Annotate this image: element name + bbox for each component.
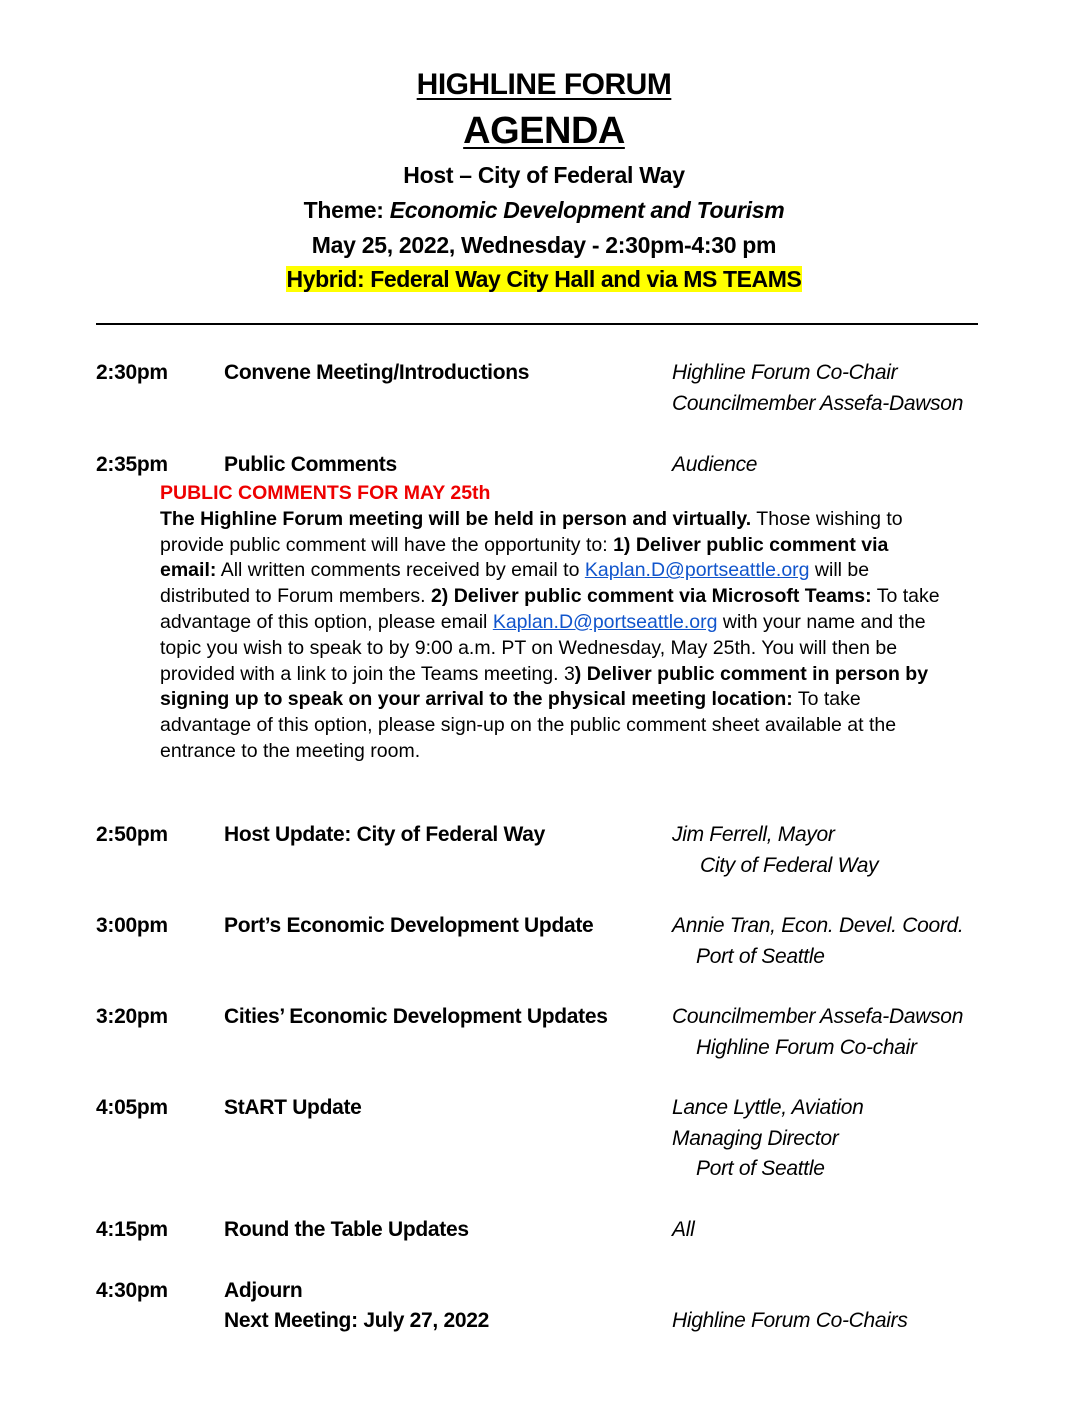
public-comments-body bbox=[160, 507, 950, 765]
agenda-item: Port’s Economic Development Update bbox=[224, 914, 594, 937]
pc-text: with your name and the topic you wish to speak to by 9:00 a.m. PT on Wednesday, May 25th. You will then be provided with a link to join the Teams meeting. 3 bbox=[160, 610, 926, 685]
agenda-presenter: Annie Tran, Econ. Devel. Coord. bbox=[672, 914, 964, 937]
agenda-presenter: Highline Forum Co-Chairs bbox=[672, 1309, 908, 1332]
host-line: Host – City of Federal Way bbox=[403, 162, 685, 188]
email-link[interactable]: Kaplan.D@portseattle.org bbox=[492, 610, 718, 633]
agenda-item: StART Update bbox=[224, 1096, 362, 1119]
pc-bold: The Highline Forum meeting will be held in person and virtually. bbox=[160, 507, 752, 530]
agenda-presenter: Jim Ferrell, Mayor bbox=[672, 823, 835, 846]
theme-line bbox=[0, 197, 1088, 224]
agenda-presenter: Port of Seattle bbox=[696, 945, 825, 968]
agenda-time: 2:35pm bbox=[96, 453, 168, 476]
agenda-presenter: City of Federal Way bbox=[700, 854, 879, 877]
email-link[interactable]: Kaplan.D@portseattle.org bbox=[584, 559, 810, 582]
format-highlight: Hybrid: Federal Way City Hall and via MS TEAMS bbox=[286, 266, 802, 292]
agenda-presenter: Highline Forum Co-chair bbox=[696, 1036, 917, 1059]
pc-text: Those wishing to provide public comment will have the opportunity to: bbox=[160, 507, 903, 556]
agenda-time: 2:50pm bbox=[96, 823, 168, 846]
agenda-item: Round the Table Updates bbox=[224, 1218, 469, 1241]
pc-text: will be distributed to Forum members. bbox=[160, 559, 870, 608]
date-line: May 25, 2022, Wednesday - 2:30pm-4:30 pm bbox=[311, 232, 777, 258]
agenda-presenter: Lance Lyttle, Aviation bbox=[672, 1096, 864, 1119]
format-line bbox=[0, 266, 1088, 293]
agenda-text: AGENDA bbox=[463, 110, 625, 152]
agenda-time: 4:15pm bbox=[96, 1218, 168, 1241]
public-comments-block bbox=[160, 481, 950, 765]
pc-option1: 1) Deliver public comment via email: bbox=[160, 533, 889, 582]
agenda-presenter: Councilmember Assefa-Dawson bbox=[672, 392, 964, 415]
agenda-time: 3:00pm bbox=[96, 914, 168, 937]
pc-option2: 2) Deliver public comment via Microsoft Teams: bbox=[430, 585, 872, 608]
agenda-heading bbox=[0, 110, 1088, 153]
agenda-item: Adjourn bbox=[224, 1279, 303, 1302]
pc-option3: ) Deliver public comment in person by signing up to speak on your arrival to the physical meeting location: bbox=[160, 662, 929, 711]
pc-text: To take advantage of this option, please sign-up on the public comment sheet available at the entrance to the meeting room. bbox=[160, 688, 897, 762]
agenda-time: 4:05pm bbox=[96, 1096, 168, 1119]
agenda-time: 2:30pm bbox=[96, 361, 168, 384]
agenda-presenter: Highline Forum Co-Chair bbox=[672, 361, 898, 384]
theme-value: Economic Development and Tourism bbox=[389, 197, 785, 223]
agenda-presenter: Port of Seattle bbox=[696, 1157, 825, 1180]
agenda-item: Convene Meeting/Introductions bbox=[224, 361, 530, 384]
document-title bbox=[0, 68, 1088, 102]
agenda-time: 4:30pm bbox=[96, 1279, 168, 1302]
agenda-time: 3:20pm bbox=[96, 1005, 168, 1028]
divider bbox=[96, 323, 978, 325]
agenda-presenter: Managing Director bbox=[672, 1127, 839, 1150]
public-comments-heading: PUBLIC COMMENTS FOR MAY 25th bbox=[160, 482, 491, 504]
pc-text: All written comments received by email to bbox=[216, 559, 585, 582]
agenda-presenter: Councilmember Assefa-Dawson bbox=[672, 1005, 964, 1028]
agenda-presenter: All bbox=[672, 1218, 695, 1241]
agenda-presenter: Audience bbox=[672, 453, 758, 476]
theme-label: Theme: bbox=[303, 197, 384, 223]
title-text: HIGHLINE FORUM bbox=[416, 68, 672, 101]
agenda-item: Public Comments bbox=[224, 453, 397, 476]
agenda-item: Host Update: City of Federal Way bbox=[224, 823, 545, 846]
agenda-item: Cities’ Economic Development Updates bbox=[224, 1005, 608, 1028]
pc-text: To take advantage of this option, please email bbox=[160, 585, 940, 633]
next-meeting: Next Meeting: July 27, 2022 bbox=[224, 1309, 490, 1332]
